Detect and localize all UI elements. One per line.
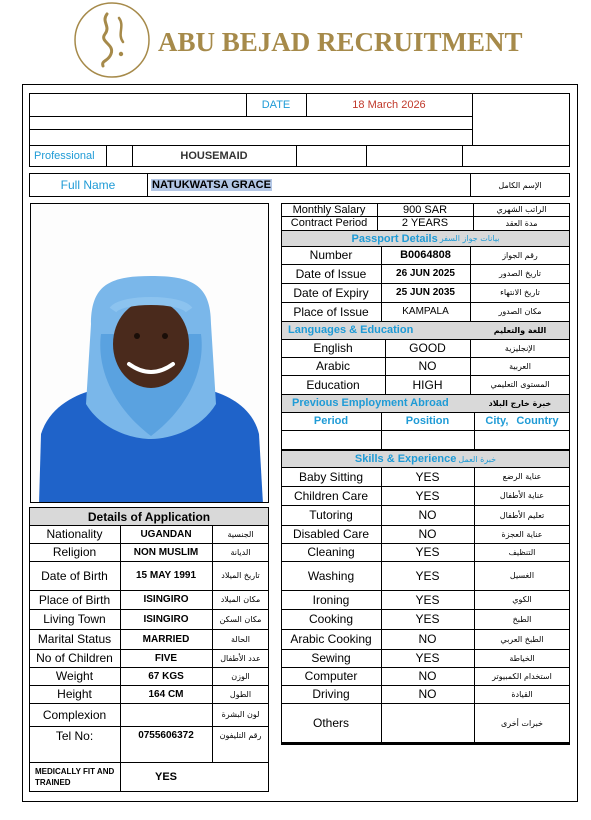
expiry-date-value: 25 JUN 2035 (396, 287, 455, 298)
skill-value: NO (418, 669, 437, 683)
application-label-ar: الحالة (231, 634, 250, 644)
application-label: Complexion (42, 707, 107, 722)
salary-value: 900 SAR (402, 203, 448, 216)
application-value: NON MUSLIM (133, 546, 199, 558)
place-of-issue-ar: مكان الصدور (498, 307, 542, 316)
passport-number-ar: رقم الجواز (502, 250, 538, 260)
company-logo (71, 0, 153, 80)
application-value: 15 MAY 1991 (135, 570, 197, 581)
skill-label-ar: القيادة (511, 689, 533, 699)
skill-value: NO (418, 632, 437, 646)
application-value: FIVE (154, 652, 178, 664)
skill-label: Tutoring (309, 508, 353, 522)
passport-title: Passport Details (351, 232, 438, 245)
contract-period-value: 2 YEARS (401, 217, 449, 229)
english-label: English (313, 341, 353, 355)
employment-country-header: Country (516, 415, 559, 427)
application-title: Details of Application (30, 508, 268, 525)
arabic-ar: العربية (509, 361, 531, 371)
application-value: 67 KGS (148, 670, 184, 682)
skill-label-ar: الطبخ العربي (500, 634, 544, 644)
skill-value: YES (415, 651, 440, 665)
skill-label: Washing (307, 568, 355, 583)
skill-label: Baby Sitting (298, 469, 364, 484)
application-label-ar: الطول (229, 689, 252, 699)
contract-period-label: Contract Period (290, 217, 368, 229)
skills-title: Skills & Experience (354, 453, 457, 465)
profession-value: HOUSEMAID (180, 150, 248, 162)
passport-band (282, 230, 569, 246)
application-label: Height (57, 687, 92, 701)
skill-label: Sewing (311, 651, 351, 665)
application-label-ar: لون البشرة (221, 710, 260, 719)
application-label: No of Children (36, 651, 113, 665)
application-label-ar: الوزن (231, 671, 250, 681)
passport-number-label: Number (309, 248, 353, 262)
skill-label-ar: عناية العجزة (501, 529, 543, 539)
education-label: Education (306, 377, 360, 392)
applicant-photo (30, 203, 269, 503)
skill-label: Children Care (293, 488, 369, 503)
application-label: Marital Status (37, 632, 112, 646)
english-value: GOOD (409, 341, 446, 355)
employment-city-country-header (474, 412, 570, 430)
languages-title-ar: اللغة والتعليم (493, 325, 547, 335)
education-value: HIGH (412, 377, 443, 392)
full-name-value: NATUKWATSA GRACE (152, 179, 271, 191)
education-ar: المستوى التعليمي (490, 380, 550, 389)
application-value: ISINGIRO (143, 613, 189, 625)
skill-label-ar: خبرات أخرى (501, 718, 543, 728)
skill-label-ar: التنظيف (508, 547, 536, 557)
salary-label: Monthly Salary (292, 203, 366, 216)
skill-label-ar: عناية الأطفال (499, 491, 545, 500)
arabic-label: Arabic (315, 359, 350, 373)
date-value: 18 March 2026 (352, 98, 426, 111)
application-label-ar: رقم التليفون (219, 731, 262, 740)
skill-label-ar: تعليم الأطفال (499, 510, 545, 520)
date-label: DATE (261, 98, 291, 111)
full-name-label: Full Name (60, 178, 116, 192)
application-label: Living Town (43, 612, 106, 626)
place-of-issue-value: KAMPALA (402, 306, 449, 317)
application-value: 0755606372 (138, 730, 194, 741)
application-value: 164 CM (148, 688, 184, 700)
application-value: MARRIED (142, 633, 190, 645)
expiry-date-label: Date of Expiry (293, 285, 369, 300)
skill-label-ar: الكوي (512, 595, 532, 604)
employment-title: Previous Employment Abroad (292, 397, 449, 409)
application-label-ar: عدد الأطفال (220, 653, 261, 663)
application-value (120, 703, 212, 726)
skill-value: NO (418, 687, 437, 701)
skill-value: NO (418, 527, 437, 541)
application-label: Weight (55, 669, 94, 683)
expiry-date-ar: تاريخ الانتهاء (500, 288, 540, 297)
application-label-ar: مكان الميلاد (220, 595, 261, 604)
skill-value: NO (418, 508, 437, 522)
employment-period-header: Period (313, 415, 349, 427)
passport-title-ar: بيانات جواز السفر (439, 234, 500, 243)
skills-title-ar: خبرة العمل (458, 454, 497, 464)
medical-label: MEDICALLY FIT AND TRAINED (35, 767, 115, 787)
skill-value (381, 703, 474, 743)
full-name-cell (147, 173, 470, 197)
company-title: ABU BEJAD RECRUITMENT (158, 26, 523, 57)
skill-value: YES (415, 612, 440, 626)
application-label: Religion (52, 545, 97, 559)
application-label: Date of Birth (41, 568, 108, 583)
skill-value: YES (415, 568, 440, 583)
skill-label: Cooking (308, 612, 354, 626)
application-label-ar: الديانة (230, 547, 251, 557)
employment-city-header: City, (485, 415, 509, 427)
application-label-ar: مكان السكن (219, 614, 262, 624)
application-label: Tel No: (55, 728, 94, 743)
skill-label: Others (312, 716, 349, 730)
passport-number-value: B0064808 (400, 249, 451, 261)
bottom-empty-box (281, 743, 570, 745)
skill-label: Cleaning (307, 545, 355, 559)
skill-label: Arabic Cooking (290, 632, 372, 646)
skill-label-ar: الغسيل (509, 571, 535, 580)
skill-label-ar: الخياطة (509, 653, 535, 663)
skill-label: Computer (304, 669, 358, 683)
medical-value: YES (154, 771, 177, 783)
issue-date-value: 26 JUN 2025 (396, 268, 455, 279)
languages-title: Languages & Education (288, 324, 414, 336)
employment-title-ar: خبرة خارج البلاد (488, 398, 552, 408)
professional-label: Professional (34, 150, 95, 162)
english-ar: الإنجليزية (504, 343, 536, 353)
employment-position-header: Position (405, 415, 450, 427)
application-label-ar: تاريخ الميلاد (221, 571, 260, 580)
contract-period-label-ar: مدة العقد (505, 218, 538, 228)
skill-label: Disabled Care (292, 527, 370, 541)
skill-value: YES (415, 469, 440, 484)
skill-label-ar: استخدام الكمبيوتر (492, 671, 552, 681)
place-of-issue-label: Place of Issue (293, 304, 369, 319)
skill-label: Driving (312, 687, 350, 701)
application-label: Nationality (46, 527, 103, 541)
salary-label-ar: الراتب الشهري (496, 205, 547, 214)
skill-value: YES (415, 545, 440, 559)
application-value: UGANDAN (140, 528, 192, 540)
issue-date-ar: تاريخ الصدور (499, 269, 541, 278)
skill-label-ar: الطبخ (512, 614, 532, 624)
full-name-label-ar: الإسم الكامل (498, 180, 542, 190)
application-value: ISINGIRO (143, 594, 189, 605)
issue-date-label: Date of Issue (295, 266, 367, 281)
skills-title-cell (282, 451, 569, 467)
skill-value: YES (415, 592, 440, 607)
application-label: Place of Birth (38, 592, 111, 607)
arabic-value: NO (418, 359, 437, 373)
skill-label-ar: عناية الرضع (502, 472, 542, 481)
skill-value: YES (415, 488, 440, 503)
application-label-ar: الجنسية (227, 529, 254, 539)
skill-label: Ironing (312, 592, 350, 607)
